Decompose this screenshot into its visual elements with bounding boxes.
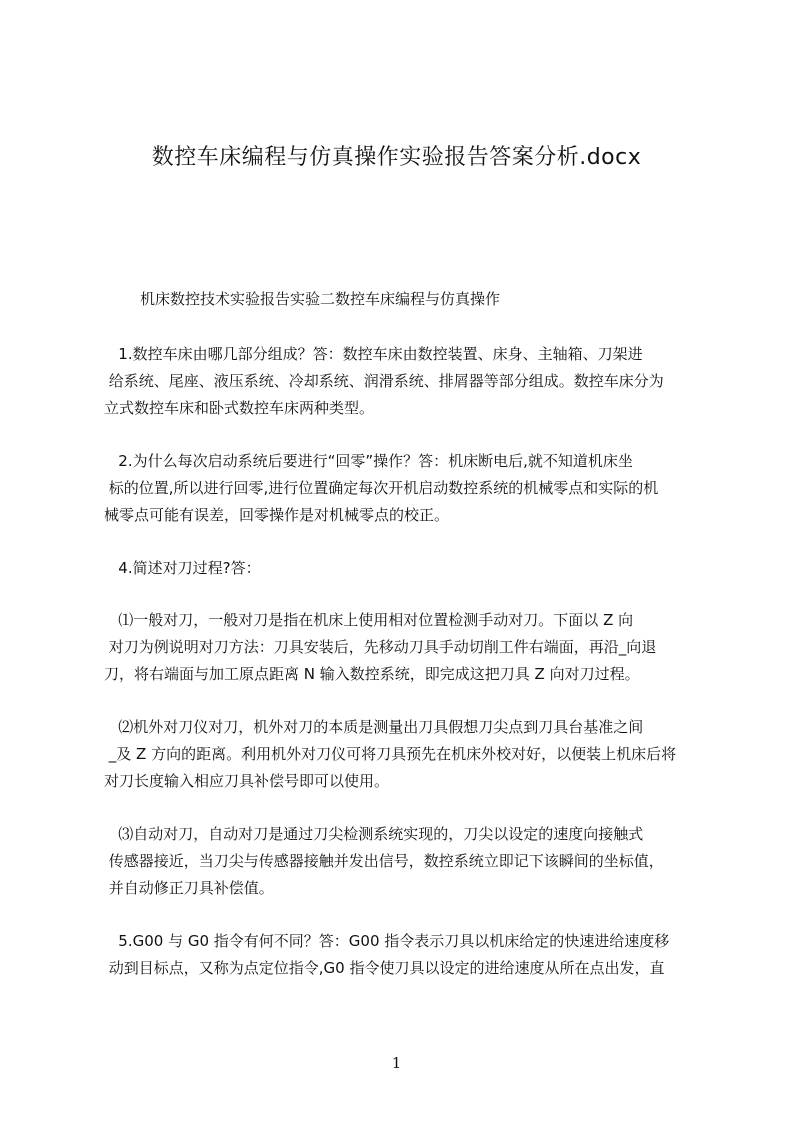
paragraph-line: 给系统、尾座、液压系统、冷却系统、润滑系统、排屑器等部分组成。数控车床分为 [104,372,664,390]
paragraph-line: 立式数控车床和卧式数控车床两种类型。 [104,399,375,417]
paragraph-line: 5.G00 与 G0 指令有何不同？答：G00 指令表示刀具以机床给定的快速进给速度移 [104,932,670,950]
paragraph-line: 并自动修正刀具补偿值。 [104,879,274,897]
paragraph-line: _及 Z 方向的距离。利用机外对刀仪可将刀具预先在机床外校对好，以便装上机床后将 [104,745,677,763]
page-number: 1 [391,1054,402,1072]
paragraph-q5 [104,928,704,982]
paragraph-line: 对刀为例说明对刀方法：刀具安装后，先移动刀具手动切削工件右端面，再沿_向退 [104,638,657,656]
paragraph-line: 2.为什么每次启动系统后要进行“回零”操作？答：机床断电后,就不知道机床坐 [104,452,633,470]
paragraph-line: ⑵机外对刀仪对刀，机外对刀的本质是测量出刀具假想刀尖点到刀具台基准之间 [104,718,644,736]
paragraph-q1 [104,341,704,422]
report-subheading: 机床数控技术实验报告实验二数控车床编程与仿真操作 [140,290,501,308]
paragraph-q2 [104,448,704,529]
paragraph-line: 1.数控车床由哪几部分组成？答：数控车床由数控装置、床身、主轴箱、刀架进 [104,345,643,363]
document-title: 数控车床编程与仿真操作实验报告答案分析.docx [151,145,642,170]
paragraph-q4 [104,555,704,582]
paragraph-line: 动到目标点，又称为点定位指令,G0 指令使刀具以设定的进给速度从所在点出发，直 [104,959,665,977]
paragraph-external-presetter [104,714,704,795]
paragraph-line: 标的位置,所以进行回零,进行位置确定每次开机启动数控系统的机械零点和实际的机 [104,479,659,497]
paragraph-auto-tool-setting [104,821,704,902]
paragraph-line: 对刀长度输入相应刀具补偿号即可以使用。 [104,772,390,790]
paragraph-line: ⑴一般对刀，一般对刀是指在机床上使用相对位置检测手动对刀。下面以 Z 向 [104,611,634,629]
paragraph-line: 刀，将右端面与加工原点距离 N 输入数控系统，即完成这把刀具 Z 向对刀过程。 [104,665,640,683]
paragraph-line: 4.简述对刀过程?答： [104,559,261,577]
paragraph-line: 械零点可能有误差，回零操作是对机械零点的校正。 [104,506,450,524]
paragraph-line: 传感器接近，当刀尖与传感器接触并发出信号，数控系统立即记下该瞬间的坐标值， [104,852,664,870]
paragraph-general-tool-setting [104,607,704,688]
paragraph-line: ⑶自动对刀，自动对刀是通过刀尖检测系统实现的，刀尖以设定的速度向接触式 [104,825,644,843]
